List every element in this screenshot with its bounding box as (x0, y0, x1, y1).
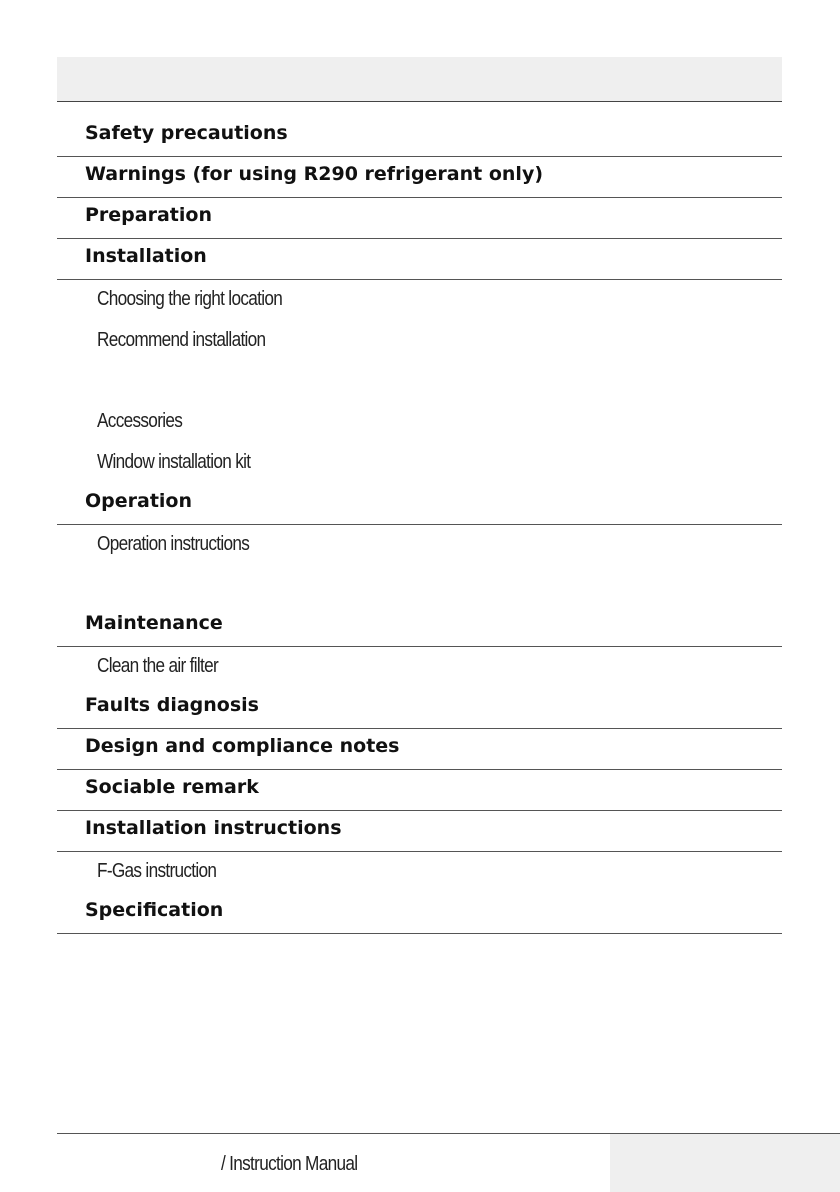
toc-section-row[interactable] (57, 729, 782, 770)
toc-section-row[interactable] (57, 606, 782, 647)
toc-subsection-label: F-Gas instruction (97, 860, 217, 882)
toc-subsection-label: Operation instructions (97, 533, 250, 555)
footer-manual-label: / Instruction Manual (221, 1153, 358, 1175)
toc-subsection-label: Accessories (97, 410, 183, 432)
toc-subsection-label: Clean the air filter (97, 655, 219, 677)
toc-section-label: Operation (85, 490, 193, 512)
toc-section-label: Faults diagnosis (85, 694, 259, 716)
toc-section-row[interactable] (57, 239, 782, 280)
toc-subsection-row[interactable] (57, 525, 782, 566)
toc-spacer (57, 362, 782, 402)
header-band (57, 57, 782, 102)
toc-section-row[interactable] (57, 116, 782, 157)
toc-spacer (57, 566, 782, 606)
toc-subsection-row[interactable] (57, 321, 782, 362)
toc-subsection-label: Window installation kit (97, 451, 251, 473)
toc-subsection-label: Recommend installation (97, 329, 266, 351)
toc-section-label: Installation (85, 245, 207, 267)
toc-section-label: Sociable remark (85, 776, 259, 798)
toc-subsection-row[interactable] (57, 852, 782, 893)
toc-section-row[interactable] (57, 811, 782, 852)
toc-section-label: Warnings (for using R290 refrigerant only) (85, 163, 544, 185)
toc-section-row[interactable] (57, 157, 782, 198)
toc-section-label: Specification (85, 899, 224, 921)
table-of-contents (57, 116, 782, 934)
toc-subsection-label: Choosing the right location (97, 288, 283, 310)
toc-subsection-row[interactable] (57, 280, 782, 321)
toc-subsection-row[interactable] (57, 402, 782, 443)
toc-section-label: Installation instructions (85, 817, 342, 839)
toc-section-row[interactable] (57, 198, 782, 239)
toc-subsection-row[interactable] (57, 647, 782, 688)
toc-section-row[interactable] (57, 688, 782, 729)
toc-subsection-row[interactable] (57, 443, 782, 484)
toc-section-label: Safety precautions (85, 122, 288, 144)
toc-section-label: Preparation (85, 204, 212, 226)
toc-section-label: Design and compliance notes (85, 735, 400, 757)
toc-section-label: Maintenance (85, 612, 223, 634)
toc-section-row[interactable] (57, 893, 782, 934)
toc-section-row[interactable] (57, 770, 782, 811)
footer-page-box (610, 1134, 840, 1192)
toc-section-row[interactable] (57, 484, 782, 525)
